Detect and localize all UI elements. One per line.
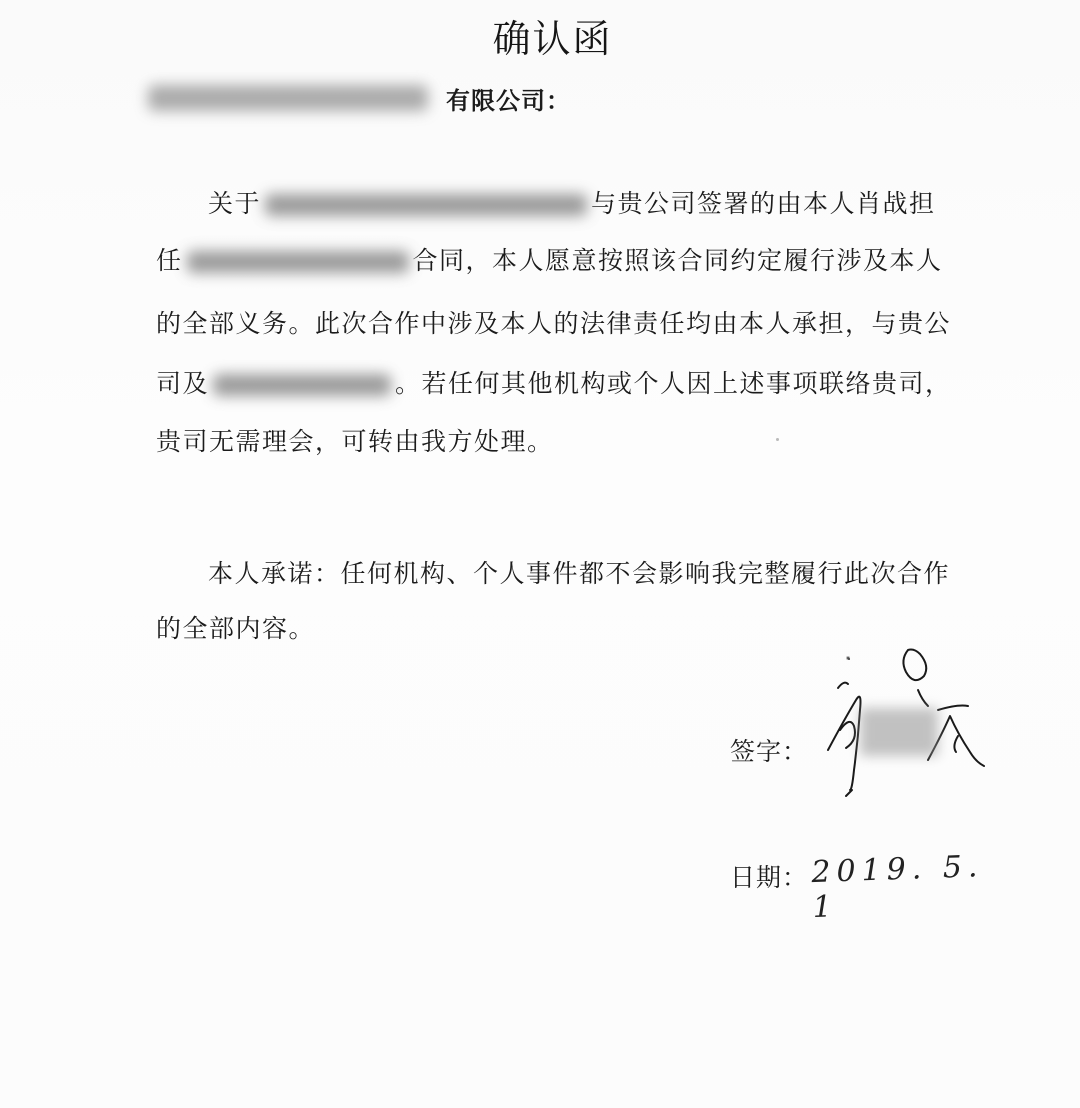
redacted-role-name bbox=[187, 251, 409, 273]
text-segment: 的全部义务。此次合作中涉及本人的法律责任均由本人承担，与贵公 bbox=[156, 309, 952, 338]
text-segment: 与贵公司签署的由本人肖战担 bbox=[591, 189, 936, 218]
redacted-company-name bbox=[148, 85, 428, 111]
paragraph-1-line-2 bbox=[156, 243, 943, 279]
signature-block bbox=[730, 640, 990, 810]
paragraph-1-line-3 bbox=[156, 306, 951, 342]
handwritten-date: 2019. 5. 1 bbox=[810, 849, 984, 926]
paragraph-1-line-1 bbox=[208, 186, 936, 222]
paragraph-1-line-4 bbox=[156, 366, 952, 402]
text-segment: 司及 bbox=[156, 369, 210, 398]
document-title: 确认函 bbox=[492, 17, 613, 61]
text-segment: 合同，本人愿意按照该合同约定履行涉及本人 bbox=[412, 246, 943, 275]
paragraph-1-line-5 bbox=[156, 424, 554, 460]
redacted-signature-area bbox=[860, 708, 938, 756]
paragraph-2-line-1 bbox=[208, 556, 950, 592]
scan-speck bbox=[776, 438, 779, 441]
text-segment: 本人承诺：任何机构、个人事件都不会影响我完整履行此次合作 bbox=[208, 559, 951, 588]
signature-label: 签字： bbox=[730, 737, 809, 766]
text-segment: 的全部内容。 bbox=[156, 614, 316, 643]
redacted-party-name bbox=[213, 374, 391, 396]
scan-speck bbox=[846, 656, 850, 660]
paragraph-1 bbox=[156, 186, 956, 486]
paragraph-2-line-2 bbox=[156, 611, 315, 647]
text-segment: 任 bbox=[156, 246, 183, 275]
recipient-line bbox=[148, 78, 571, 118]
recipient-suffix: 有限公司： bbox=[446, 86, 571, 115]
date-block bbox=[730, 849, 990, 926]
text-segment: 。若任何其他机构或个人因上述事项联络贵司， bbox=[395, 369, 952, 398]
redacted-project-name bbox=[265, 194, 587, 216]
text-segment: 贵司无需理会，可转由我方处理。 bbox=[156, 427, 554, 456]
text-segment: 关于 bbox=[208, 189, 262, 218]
date-label: 日期： bbox=[730, 863, 809, 892]
